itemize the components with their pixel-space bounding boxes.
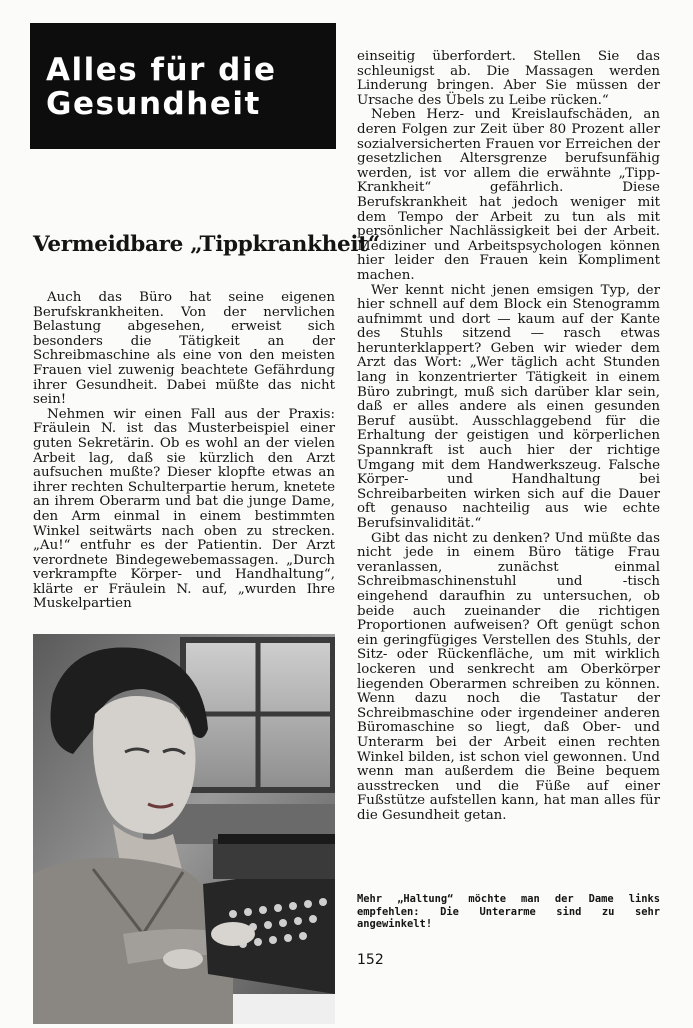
paragraph: Gibt das nicht zu denken? Und müßte das nicht jede in einem Büro tätige Frau veranlassen, zunächst einmal Schreibmaschinenstuhl und -tisch eingehend daraufhin zu untersuchen, ob beide auch zueinander die richtigen Proportionen aufweisen? Oft genügt schon ein geringfügiges Verstellen des Stuhls, der Sitz- oder Rückenfläche, um mit wirklich lockeren und senkrecht am Oberkörper liegenden Oberarmen schreiben zu können. Wenn dazu noch die Tastatur der Schreibmaschine oder irgendeiner anderen Büromaschine so liegt, daß Ober- und Unterarm bei der Arbeit einen rechten Winkel bilden, ist schon viel gewonnen. Und wenn man außerdem die Beine bequem ausstrecken und die Füße auf einer Fußstütze aufstellen kann, hat man alles für die Gesundheit getan. [357,530,660,823]
typist-photo [33,634,335,1024]
headline-box [30,23,336,149]
paragraph: Auch das Büro hat seine eigenen Berufskrankheiten. Von der nervlichen Belastung abgesehen, erweist sich besonders die Tätigkeit an der Schreibmaschine als eine von den meisten Frauen viel zuwenig beachtete Gefährdung ihrer Gesundheit. Dabei müßte das nicht sein! [33,290,335,408]
paragraph: Nehmen wir einen Fall aus der Praxis: Fräulein N. ist das Musterbeispiel einer guten Sekretärin. Ob es wohl an der vielen Arbeit lag, daß sie kürzlich den Arzt aufsuchen mußte? Dieser klopfte etwas an ihrer rechten Schulterpartie herum, knetete an ihrem Oberarm und bat die junge Dame, den Arm einmal in einem bestimmten Winkel seitwärts nach oben zu strecken. „Au!“ entfuhr es der Patientin. Der Arzt verordnete Bindegewebemassagen. „Durch verkrampfte Körper- und Handhaltung“, klärte er Fräulein N. auf, „wurden Ihre Muskelpartien [33,406,335,612]
left-text-column [33,291,335,612]
headline-line-2: Gesundheit [46,86,261,122]
paragraph: Wer kennt nicht jenen emsigen Typ, der hier schnell auf dem Block ein Stenogramm aufnimmt und dort — kaum auf der Kante des Stuhls sitzend — rasch etwas herunterklappert? Geben wir wieder dem Arzt das Wort: „Wer täglich acht Stunden lang in konzentrierter Tätigkeit in einem Büro zubringt, muß sich darüber klar sein, daß er alles andere als einen gesunden Beruf ausübt. Ausschlaggebend für die Erhaltung der geistigen und körperlichen Spannkraft ist auch hier der richtige Umgang mit dem Handwerkszeug. Falsche Körper- und Handhaltung bei Schreibarbeiten wirken sich auf die Dauer oft genauso nachteilig aus wie echte Berufsinvalidität.“ [357,282,660,531]
page-number: 152 [357,952,384,968]
headline-line-1: Alles für die [46,52,277,88]
paragraph: Neben Herz- und Kreislaufschäden, an deren Folgen zur Zeit über 80 Prozent aller sozialversicherten Frauen vor Erreichen der gesetzlichen Altersgrenze berufsunfähig werden, ist vor allem die erwähnte „Tipp-Krankheit“ gefährlich. Diese Berufskrankheit hat jedoch weniger mit dem Tempo der Arbeit zu tun als mit persönlicher Nachlässigkeit bei der Arbeit. Mediziner und Arbeitspsychologen können hier leider den Frauen kein Kompliment machen. [357,107,660,283]
right-text-column [357,50,660,823]
photo-caption: Mehr „Haltung“ möchte man der Dame links empfehlen: Die Unterarme sind zu sehr angewinkelt! [357,893,660,930]
article-subheading: Vermeidbare „Tippkrankheit“ [33,232,380,257]
paragraph: einseitig überfordert. Stellen Sie das schleunigst ab. Die Massagen werden Linderung bringen. Aber Sie müssen der Ursache des Übels zu Leibe rücken.“ [357,49,660,108]
